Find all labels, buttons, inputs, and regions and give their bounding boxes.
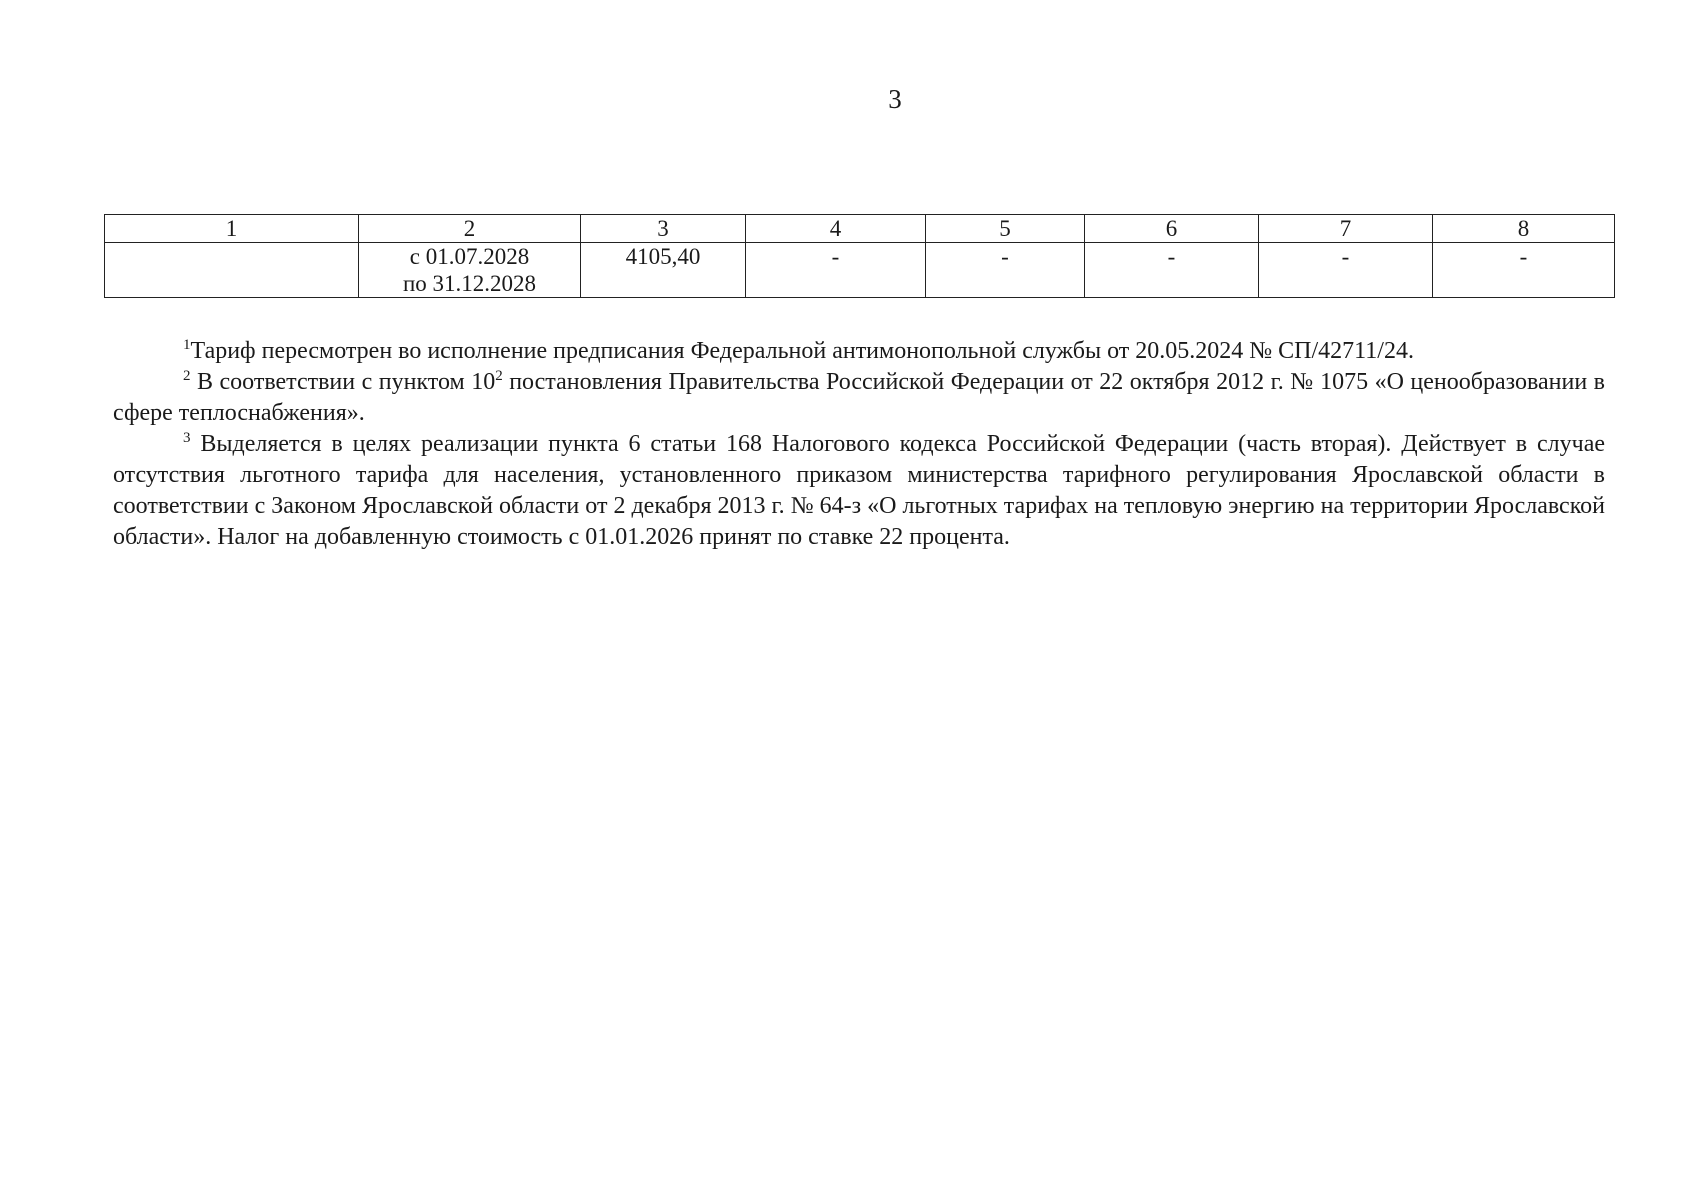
column-number-2: 2 bbox=[359, 215, 581, 243]
period-to: по 31.12.2028 bbox=[402, 271, 537, 296]
table-cell-6: - bbox=[1085, 243, 1259, 298]
footnote-text: Выделяется в целях реализации пункта 6 статьи 168 Налогового кодекса Российской Федерации (часть вторая). Действует в случае отсутствия льготного тарифа для населения, установленного приказом министерства тарифного регулирования Ярославской области в соответствии с Законом Ярославской области от 2 декабря 2013 г. № 64-з «О льготных тарифах на тепловую энергию на территории Ярославской области». Налог на добавленную стоимость с 01.01.2026 принят по ставке 22 процента. bbox=[113, 431, 1606, 550]
table-cell-4: - bbox=[746, 243, 926, 298]
footnote-mark: 3 bbox=[183, 430, 191, 446]
column-number-7: 7 bbox=[1259, 215, 1433, 243]
table-cell-1 bbox=[105, 243, 359, 298]
table-cell-tariff: 4105,40 bbox=[581, 243, 746, 298]
footnote-text: постановления Правительства Российской Федерации от 22 октября 2012 г. № 1075 «О ценообразовании в сфере теплоснабжения». bbox=[113, 369, 1606, 426]
table-cell-8: - bbox=[1433, 243, 1615, 298]
footnote-2 bbox=[113, 367, 1605, 429]
page-number: 3 bbox=[888, 84, 902, 114]
footnote-3 bbox=[113, 429, 1605, 553]
column-number-8: 8 bbox=[1433, 215, 1615, 243]
period-from: с 01.07.2028 bbox=[409, 244, 530, 269]
footnote-mark: 1 bbox=[183, 337, 191, 353]
column-number-5: 5 bbox=[926, 215, 1085, 243]
table-cell-5: - bbox=[926, 243, 1085, 298]
table-header-row bbox=[105, 215, 1615, 243]
table-cell-7: - bbox=[1259, 243, 1433, 298]
column-number-6: 6 bbox=[1085, 215, 1259, 243]
table-cell-period bbox=[359, 243, 581, 298]
column-number-4: 4 bbox=[746, 215, 926, 243]
table-row bbox=[105, 243, 1615, 298]
column-number-1: 1 bbox=[105, 215, 359, 243]
footnote-text: В соответствии с пунктом 10 bbox=[197, 369, 496, 395]
footnote-mark: 2 bbox=[183, 368, 191, 384]
footnote-text: Тариф пересмотрен во исполнение предписания Федеральной антимонопольной службы от 20.05.2024 № СП/42711/24. bbox=[190, 338, 1414, 364]
column-number-3: 3 bbox=[581, 215, 746, 243]
footnote-1 bbox=[113, 336, 1605, 367]
footnote-inner-mark: 2 bbox=[495, 368, 503, 384]
footnotes bbox=[113, 336, 1605, 553]
tariff-table bbox=[104, 214, 1615, 298]
